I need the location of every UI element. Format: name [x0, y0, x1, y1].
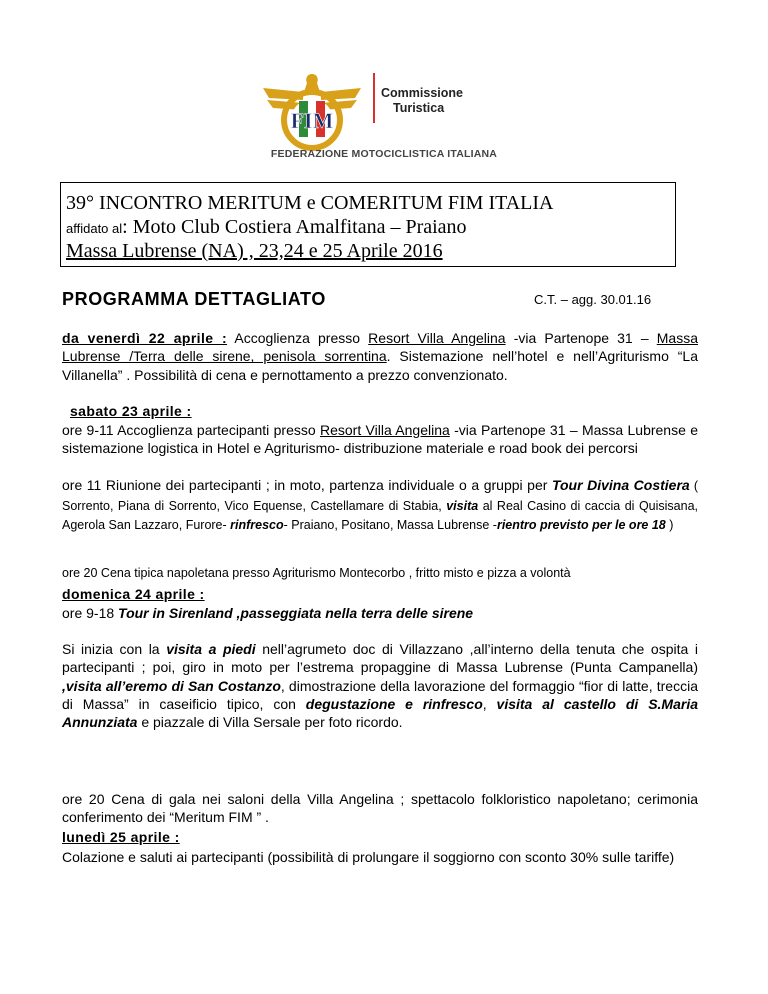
saturday-dinner: ore 20 Cena tipica napoletana presso Agriturismo Montecorbo , fritto misto e pizza a volontà [62, 566, 571, 580]
fim-logo [255, 70, 369, 152]
program-heading: PROGRAMMA DETTAGLIATO [62, 289, 326, 309]
friday-day: da venerdì 22 aprile : [62, 330, 228, 346]
update-date: C.T. – agg. 30.01.16 [534, 292, 652, 307]
commission-label: Commissione Turistica [381, 86, 463, 115]
monday-heading: lunedì 25 aprile : [62, 829, 180, 845]
sunday-tour: ore 9-18 Tour in Sirenland ,passeggiata nella terra delle sirene [62, 605, 474, 621]
sunday-gala: ore 20 Cena di gala nei saloni della Villa Angelina ; spettacolo folkloristico napoletano; cerimonia conferimento dei “Meritum FIM ” . [62, 791, 698, 826]
saturday-tour: ore 11 Riunione dei partecipanti ; in moto, partenza individuale o a gruppi per Tour Divina Costiera ( Sorrento, Piana di Sorrento, Vico Equense, Castellamare di Stabia, visita al Real Casino di caccia di Quisisana, Agerola San Lazzaro, Furore- rinfresco- Praiano, Positano, Massa Lubrense -rientro previsto per le ore 18 ) [62, 477, 698, 532]
sunday-details: Si inizia con la visita a piedi nell’agrumeto doc di Villazzano ,all’interno della tenuta che ospita i partecipanti ; poi, giro in moto per l’estrema propaggine di Massa Lubrense (Punta Campanella) ,visita all’eremo di San Costanzo, dimostrazione della lavorazione del formaggio “fior di latte, treccia di Massa” in caseificio tipico, con degustazione e rinfresco, visita al castello di S.Maria Annunziata e piazzale di Villa Sersale per foto ricordo. [62, 641, 698, 731]
event-place-dates: Massa Lubrense (NA) , 23,24 e 25 Aprile 2016 [66, 240, 443, 262]
friday-section: da venerdì 22 aprile : Accoglienza presso Resort Villa Angelina -via Partenope 31 – Massa Lubrense /Terra delle sirene, penisola sorrentina. Sistemazione nell’hotel e nell’Agriturismo “La Villanella” . Possibilità di cena e pernottamento a prezzo convenzionato. [62, 330, 699, 383]
sunday-heading: domenica 24 aprile : [62, 586, 205, 602]
saturday-heading: sabato 23 aprile : [70, 403, 192, 419]
event-organizer: affidato al: Moto Club Costiera Amalfitana – Praiano [66, 216, 467, 238]
federation-name: FEDERAZIONE MOTOCICLISTICA ITALIANA [270, 148, 498, 160]
saturday-morning: ore 9-11 Accoglienza partecipanti presso Resort Villa Angelina -via Partenope 31 – Massa Lubrense e sistemazione logistica in Hotel e Agriturismo- distribuzione materiale e road book dei percorsi [62, 422, 698, 457]
event-title: 39° INCONTRO MERITUM e COMERITUM FIM ITALIA [66, 192, 554, 214]
monday-text: Colazione e saluti ai partecipanti (possibilità di prolungare il soggiorno con sconto 30% sulle tariffe) [62, 849, 675, 865]
header-divider [373, 73, 375, 123]
logo-lettering: FIM [290, 108, 334, 133]
